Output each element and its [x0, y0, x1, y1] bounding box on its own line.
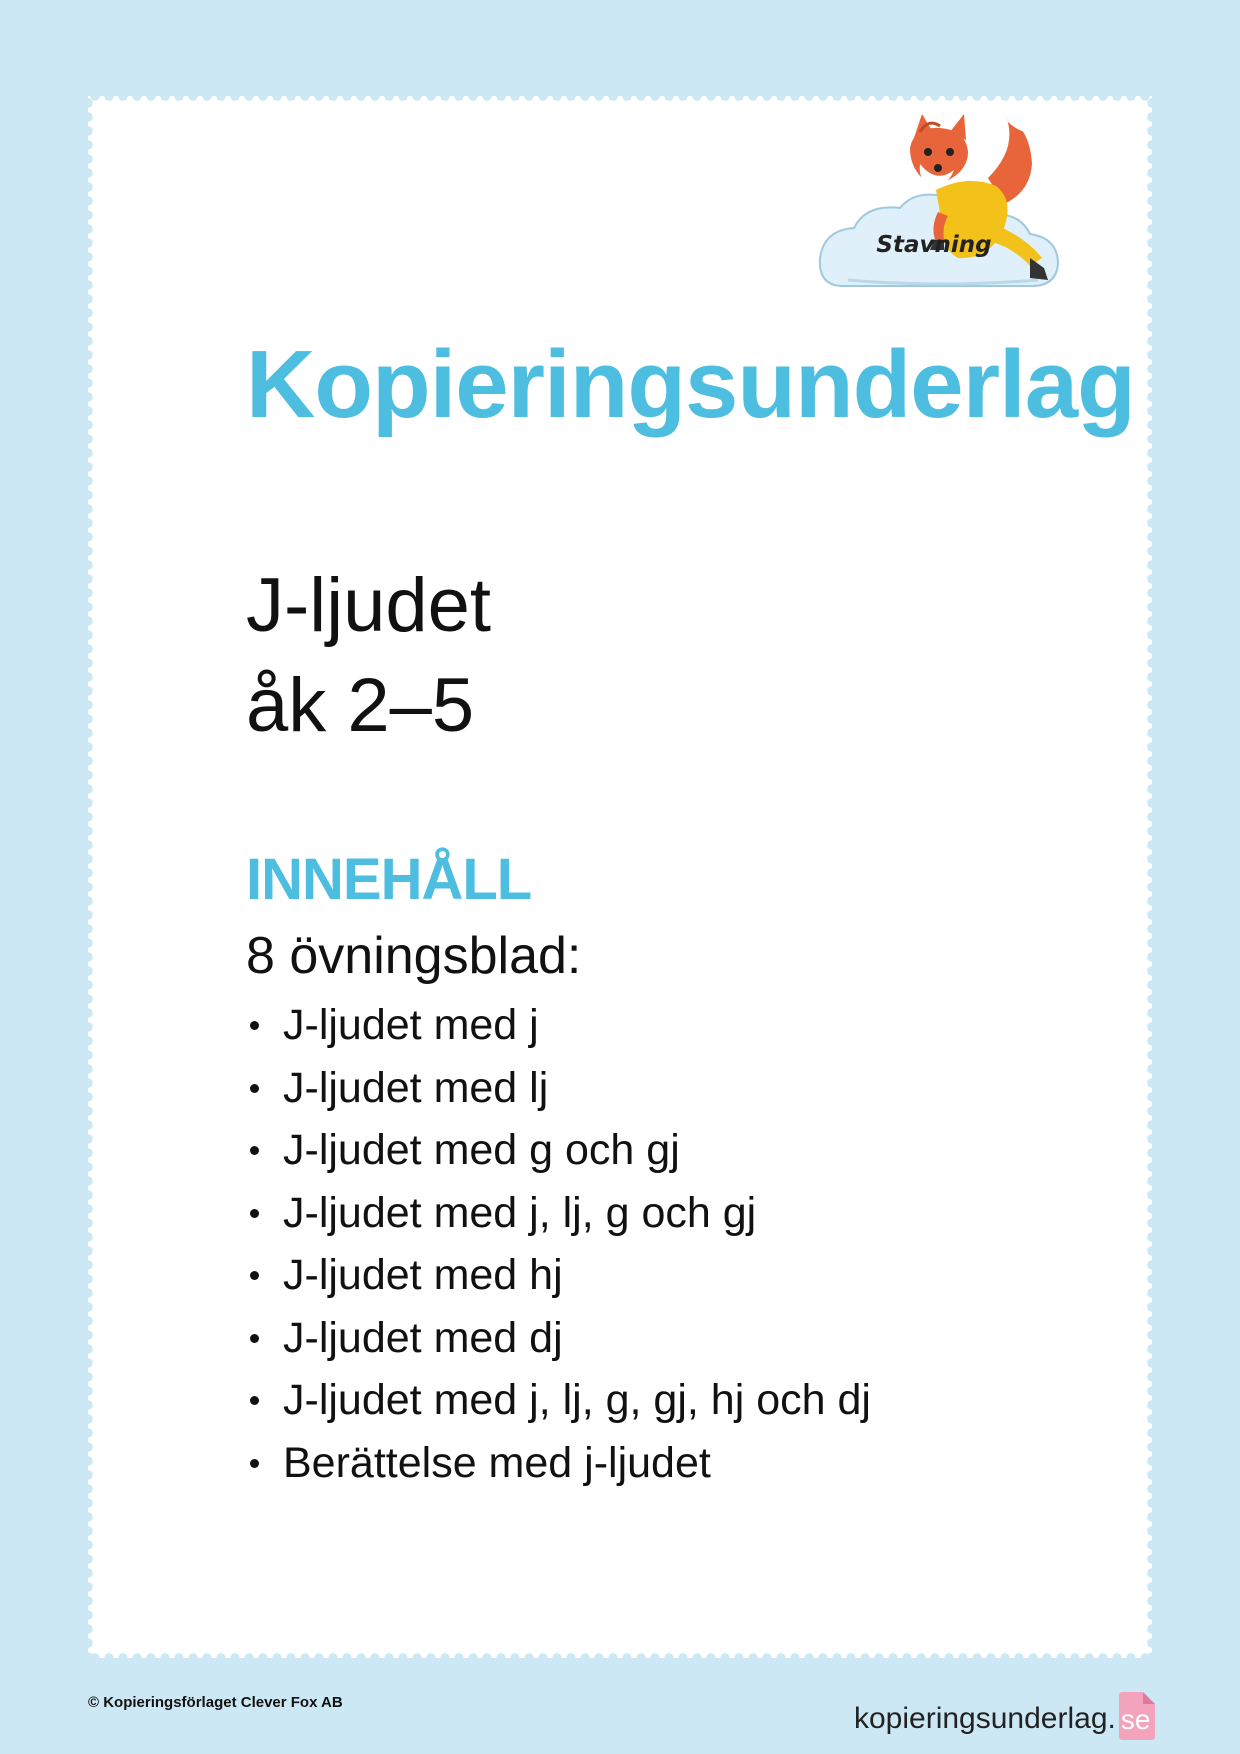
- list-item: [246, 1119, 871, 1182]
- list-item-label: J-ljudet med j: [283, 1001, 539, 1049]
- bullet-icon: [250, 1334, 259, 1343]
- contents-list: [246, 994, 871, 1494]
- contents-heading: INNEHÅLL: [246, 847, 532, 912]
- site-name: kopieringsunderlag.: [854, 1702, 1116, 1735]
- bullet-icon: [250, 1084, 259, 1093]
- list-item-label: J-ljudet med hj: [283, 1251, 563, 1299]
- list-item: [246, 1432, 871, 1495]
- list-item: [246, 1182, 871, 1245]
- list-item-label: J-ljudet med j, lj, g, gj, hj och dj: [283, 1376, 871, 1424]
- list-item: [246, 994, 871, 1057]
- bullet-icon: [250, 1396, 259, 1405]
- bullet-icon: [250, 1146, 259, 1155]
- subject-block: [246, 556, 491, 756]
- bullet-icon: [250, 1021, 259, 1030]
- subject-grade: åk 2–5: [246, 663, 475, 748]
- bullet-icon: [250, 1459, 259, 1468]
- list-item-label: J-ljudet med j, lj, g och gj: [283, 1188, 757, 1237]
- document-icon: [1119, 1692, 1155, 1740]
- badge-label: Stavning: [876, 232, 992, 258]
- list-item-label: J-ljudet med lj: [283, 1063, 549, 1112]
- subject-topic: J-ljudet: [246, 563, 491, 648]
- page-title: Kopieringsunderlag: [246, 331, 1135, 438]
- bullet-icon: [250, 1209, 259, 1218]
- stavning-badge: [818, 108, 1080, 294]
- copyright-notice: © Kopieringsförlaget Clever Fox AB: [88, 1694, 343, 1711]
- bullet-icon: [250, 1271, 259, 1280]
- site-logo[interactable]: [854, 1682, 1155, 1740]
- list-item: [246, 1307, 871, 1370]
- sheets-count: 8 övningsblad:: [246, 927, 582, 985]
- list-item-label: J-ljudet med dj: [283, 1313, 563, 1362]
- list-item: [246, 1244, 871, 1307]
- site-tld: se: [1120, 1704, 1151, 1735]
- list-item-label: J-ljudet med g och gj: [283, 1126, 680, 1174]
- list-item: [246, 1369, 871, 1432]
- list-item: [246, 1057, 871, 1120]
- list-item-label: Berättelse med j-ljudet: [283, 1438, 711, 1487]
